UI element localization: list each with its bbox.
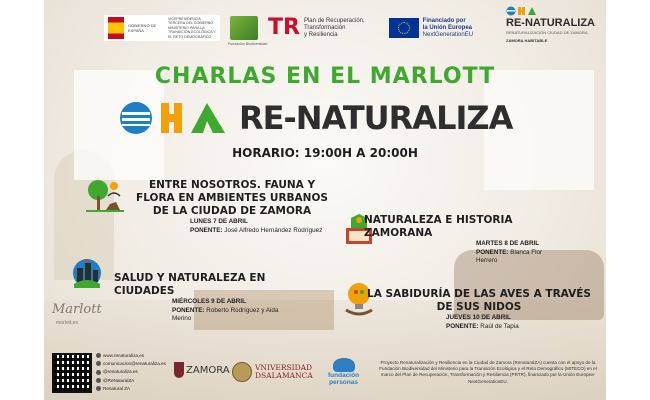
eu-funding-text: Financiado por la Unión Europea NextGenerationEU xyxy=(422,17,474,38)
marlott-logo: Marlott xyxy=(52,302,102,317)
talk-4 xyxy=(364,288,594,331)
talk-title: SALUD Y NATURALEZA EN CIUDADES xyxy=(114,272,266,297)
renaturaliza-brand xyxy=(119,100,512,136)
talk-meta xyxy=(114,298,292,324)
talk-speaker: PONENTE: Raúl de Tapia xyxy=(446,322,519,330)
sponsor-logo-strip xyxy=(104,10,473,46)
talk-speaker: PONENTE: Blanca Flor Herrero xyxy=(476,248,543,264)
mail-icon xyxy=(96,361,101,366)
fundacion-personas-icon xyxy=(333,358,355,372)
contact-web[interactable]: www.renaturaliza.es xyxy=(96,352,176,360)
talk-1 xyxy=(132,179,332,235)
marlott-url: marlott.es xyxy=(56,320,78,326)
fundacion-biodiversidad-logo xyxy=(228,16,268,46)
talk-title: NATURALEZA E HISTORIA ZAMORANA xyxy=(364,214,513,239)
facebook-icon xyxy=(96,386,101,391)
corner-logo-word: RE-NATURALIZA xyxy=(506,17,596,29)
poster xyxy=(44,0,606,400)
usal-logo: VNIVERSIDAD DSALAMANCA xyxy=(232,362,313,382)
eu-funding-logo xyxy=(389,18,473,39)
talk-meta xyxy=(364,314,594,331)
usal-seal-icon xyxy=(232,362,252,382)
fundacion-biodiversidad-label: Fundación Biodiversidad xyxy=(228,42,268,46)
zamora-logo: ZAMORA xyxy=(174,362,230,378)
corner-logo-sub: RENATURALIZACIÓN CIUDAD DE ZAMORA xyxy=(506,30,588,35)
globe-icon xyxy=(96,353,101,358)
talk-date: MARTES 8 DE ABRIL xyxy=(476,240,540,247)
talk-date: JUEVES 10 DE ABRIL xyxy=(446,314,511,321)
talk-meta xyxy=(364,240,564,266)
fundacion-personas-logo: fundación personas xyxy=(328,358,359,386)
zamora-shield-icon xyxy=(174,362,184,378)
health-city-icon xyxy=(68,254,106,292)
instagram-icon xyxy=(96,370,101,375)
gov-text: GOBIERNO DE ESPAÑA xyxy=(128,23,157,33)
schedule-text: HORARIO: 19:00H A 20:00H xyxy=(232,146,418,160)
talk-date: MIÉRCOLES 9 DE ABRIL xyxy=(172,298,246,305)
contact-email[interactable]: comunicacion@renaturaliza.es xyxy=(96,360,176,368)
talk-meta xyxy=(132,218,332,235)
contact-twitter[interactable]: @ReNaturalZA xyxy=(96,377,176,385)
spain-flag-icon xyxy=(108,17,124,39)
renaturaliza-symbols-icon xyxy=(506,6,546,16)
spanish-government-logo xyxy=(104,15,220,41)
renaturaliza-brand-symbols-icon xyxy=(119,101,229,135)
tree-bird-icon xyxy=(86,178,124,216)
talk-title: LA SABIDURÍA DE LAS AVES A TRAVÉS DE SUS NIDOS xyxy=(367,288,591,313)
contact-list xyxy=(96,352,176,393)
event-title: CHARLAS EN EL MARLOTT xyxy=(154,64,496,89)
talk-title: ENTRE NOSOTROS. FAUNA Y FLORA EN AMBIENTES URBANOS DE LA CIUDAD DE ZAMORA xyxy=(136,179,328,217)
brand-word: RE-NATURALIZA xyxy=(239,99,513,137)
recovery-plan-logo xyxy=(268,17,365,39)
recovery-plan-text: Plan de Recuperación, Transformación y Resiliencia xyxy=(303,17,365,38)
eu-flag-icon xyxy=(389,18,419,38)
x-icon xyxy=(96,378,101,383)
talk-speaker: PONENTE: José Alfredo Hernández Rodríguez xyxy=(190,226,323,234)
tr-mark-icon: TR xyxy=(268,15,300,40)
talk-3 xyxy=(114,272,324,324)
talk-date: LUNES 7 DE ABRIL xyxy=(190,218,248,225)
talk-2 xyxy=(364,214,564,266)
corner-logo-tag: ZAMORA HABITABLE xyxy=(506,38,548,43)
ministry-text: VICEPRESIDENCIA TERCERA DEL GOBIERNO MINISTERIO PARA LA TRANSICIÓN ECOLÓGICA Y EL RETO DEMOGRÁFICO xyxy=(168,16,216,39)
contact-instagram[interactable]: @renaturaliza.es xyxy=(96,368,176,376)
talk-speaker: PONENTE: Roberto Rodríguez y Aida Merino xyxy=(172,306,279,322)
qr-code[interactable] xyxy=(52,353,92,393)
funding-disclaimer: Proyecto Renaturalización y Resiliencia en la Ciudad de Zamora (RenaturalZA) cuenta con el apoyo de la Fundación Biodiversidad del Ministerio para la Transición Ecológica y el Reto Demográfico (MITECO) en el marco del Plan de Recuperación, Transformación y Resiliencia (PRTR), financiado por la Unión Europea-NextGenerationEU. xyxy=(379,360,597,384)
contact-facebook[interactable]: Renatural ZA xyxy=(96,385,176,393)
footer xyxy=(44,350,606,400)
renaturaliza-corner-logo xyxy=(506,6,598,43)
